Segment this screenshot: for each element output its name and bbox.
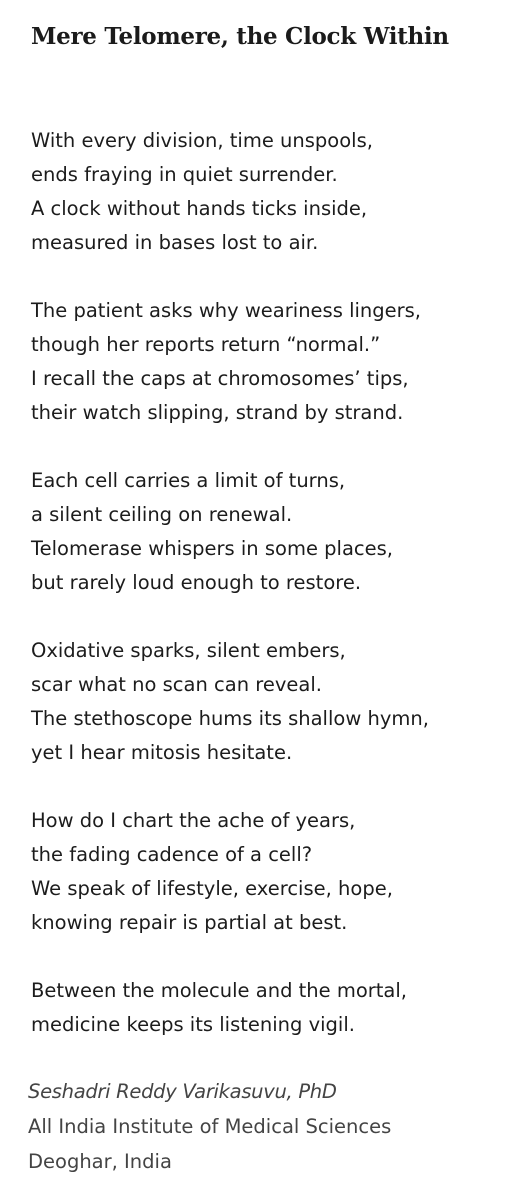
poem-line: medicine keeps its listening vigil. bbox=[31, 1013, 355, 1036]
author-location: Deoghar, India bbox=[28, 1150, 172, 1173]
poem-line: ends fraying in quiet surrender. bbox=[31, 163, 338, 186]
poem-body bbox=[31, 124, 521, 1076]
stanza-4 bbox=[31, 634, 521, 770]
poem-line: measured in bases lost to air. bbox=[31, 231, 319, 254]
author-byline bbox=[28, 1074, 391, 1179]
poem-line: a silent ceiling on renewal. bbox=[31, 503, 293, 526]
author-name: Seshadri Reddy Varikasuvu, PhD bbox=[28, 1080, 337, 1103]
poem-line: but rarely loud enough to restore. bbox=[31, 571, 362, 594]
poem-line: their watch slipping, strand by strand. bbox=[31, 401, 404, 424]
poem-line: We speak of lifestyle, exercise, hope, bbox=[31, 877, 393, 900]
poem-line: The patient asks why weariness lingers, bbox=[31, 299, 422, 322]
poem-line: the fading cadence of a cell? bbox=[31, 843, 313, 866]
poem-line: Between the molecule and the mortal, bbox=[31, 979, 407, 1002]
poem-line: Oxidative sparks, silent embers, bbox=[31, 639, 346, 662]
poem-line: Telomerase whispers in some places, bbox=[31, 537, 393, 560]
poem-line: With every division, time unspools, bbox=[31, 129, 373, 152]
poem-line: though her reports return “normal.” bbox=[31, 333, 381, 356]
stanza-2 bbox=[31, 294, 521, 430]
stanza-5 bbox=[31, 804, 521, 940]
poem-line: Each cell carries a limit of turns, bbox=[31, 469, 346, 492]
poem-line: I recall the caps at chromosomes’ tips, bbox=[31, 367, 409, 390]
poem-line: knowing repair is partial at best. bbox=[31, 911, 348, 934]
poem-line: yet I hear mitosis hesitate. bbox=[31, 741, 293, 764]
poem-title: Mere Telomere, the Clock Within bbox=[31, 23, 449, 50]
poem-line: scar what no scan can reveal. bbox=[31, 673, 322, 696]
poem-line: A clock without hands ticks inside, bbox=[31, 197, 368, 220]
author-institution: All India Institute of Medical Sciences bbox=[28, 1115, 392, 1138]
stanza-6 bbox=[31, 974, 521, 1042]
stanza-3 bbox=[31, 464, 521, 600]
poem-line: The stethoscope hums its shallow hymn, bbox=[31, 707, 429, 730]
stanza-1 bbox=[31, 124, 521, 260]
poem-line: How do I chart the ache of years, bbox=[31, 809, 356, 832]
